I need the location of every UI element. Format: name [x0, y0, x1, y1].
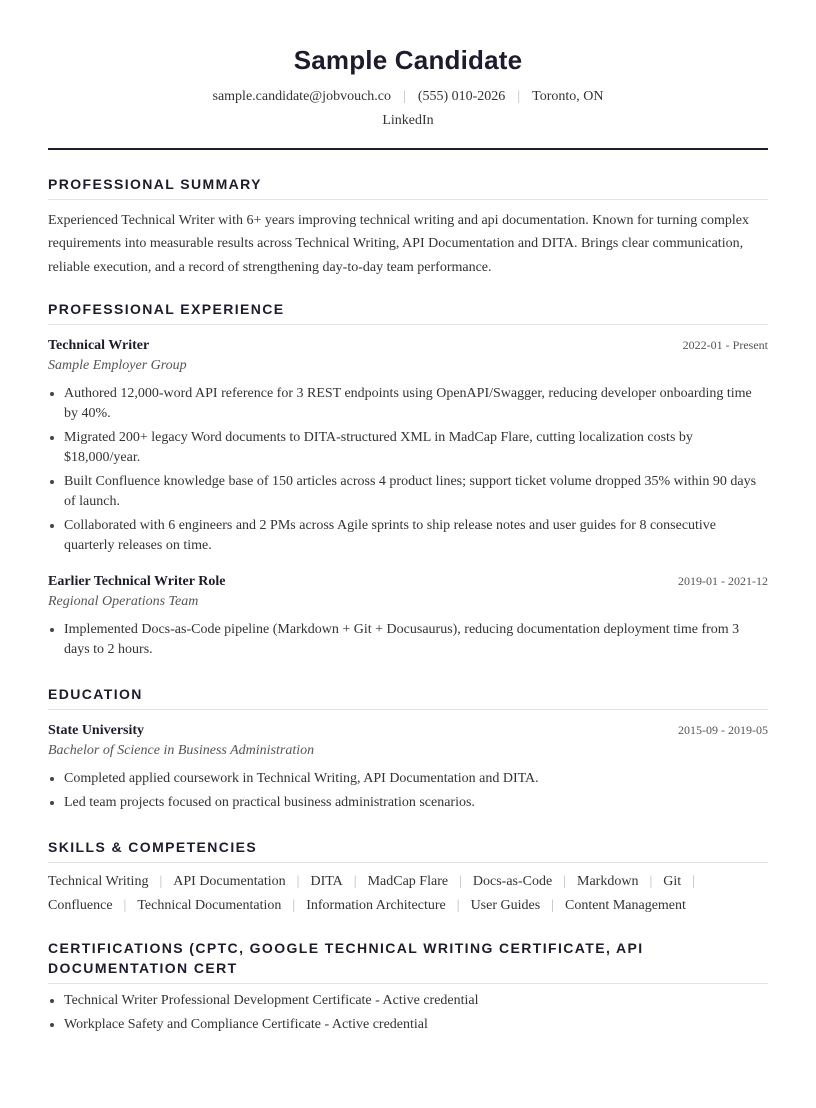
job-title: Earlier Technical Writer Role — [48, 574, 226, 589]
job-employer: Regional Operations Team — [48, 594, 199, 609]
job-entry — [48, 572, 768, 660]
bullet-item: Authored 12,000-word API reference for 3 REST endpoints using OpenAPI/Swagger, reducing developer onboarding time by 40%. — [48, 384, 768, 424]
skills-section — [48, 837, 768, 918]
skill-item: MadCap Flare — [367, 874, 449, 889]
certification-list — [48, 991, 768, 1035]
summary-line: reliable execution, and a record of strengthening day-to-day team performance. — [48, 259, 492, 275]
skill-separator: | — [563, 874, 567, 889]
skill-separator: | — [551, 898, 554, 913]
job-header — [48, 336, 768, 356]
contact-line — [48, 89, 768, 105]
skill-item: Technical Documentation — [137, 898, 282, 913]
section-title: EDUCATION — [48, 686, 143, 702]
location-text: Toronto, ON — [532, 89, 604, 104]
skill-item: DITA — [310, 874, 343, 889]
education-header — [48, 721, 768, 741]
skill-separator: | — [459, 874, 462, 889]
skill-item: Technical Writing — [48, 874, 149, 889]
summary-paragraph — [48, 209, 768, 279]
section-title: PROFESSIONAL EXPERIENCE — [48, 301, 285, 317]
section-divider — [48, 199, 768, 200]
experience-section — [48, 299, 768, 660]
skill-separator: | — [649, 874, 653, 889]
bullet-item: Collaborated with 6 engineers and 2 PMs across Agile sprints to ship release notes and user guides for 8 consecutive quarterly releases on time. — [48, 516, 768, 556]
summary-line: Experienced Technical Writer with 6+ years improving technical writing and api documentation. Known for turning complex — [48, 213, 749, 228]
job-bullets — [48, 620, 768, 660]
certification-item: Workplace Safety and Compliance Certificate - Active credential — [48, 1015, 768, 1035]
skills-list — [48, 870, 768, 918]
skill-item: Information Architecture — [306, 898, 446, 913]
section-title: CERTIFICATIONS (CPTC, GOOGLE TECHNICAL WRITING CERTIFICATE, API DOCUMENTATION CERT — [48, 940, 644, 976]
education-bullets — [48, 769, 768, 813]
job-employer: Sample Employer Group — [48, 358, 187, 373]
certifications-section — [48, 938, 768, 1035]
section-title: SKILLS & COMPETENCIES — [48, 839, 258, 855]
skill-item: API Documentation — [173, 874, 286, 889]
skill-item: User Guides — [470, 898, 541, 913]
email-text: sample.candidate@jobvouch.co — [212, 89, 391, 104]
skill-item: Docs-as-Code — [472, 874, 553, 889]
job-title: Technical Writer — [48, 338, 150, 353]
header-divider — [48, 148, 768, 150]
contact-separator: | — [403, 89, 406, 104]
education-entry — [48, 721, 768, 813]
job-dates: 2019-01 - 2021-12 — [678, 574, 768, 588]
skill-separator: | — [159, 874, 163, 889]
degree-name: Bachelor of Science in Business Administration — [48, 743, 315, 758]
bullet-item: Led team projects focused on practical business administration scenarios. — [48, 793, 768, 813]
candidate-name: Sample Candidate — [293, 45, 523, 75]
skills-row — [48, 870, 768, 894]
job-bullets — [48, 384, 768, 556]
skill-separator: | — [296, 874, 300, 889]
section-divider — [48, 324, 768, 325]
skill-item: Confluence — [48, 898, 113, 913]
bullet-item: Migrated 200+ legacy Word documents to DITA-structured XML in MadCap Flare, cutting localization costs by $18,000/year. — [48, 428, 768, 468]
phone-text: (555) 010-2026 — [417, 89, 506, 104]
section-divider — [48, 709, 768, 710]
job-entry — [48, 336, 768, 556]
bullet-item: Completed applied coursework in Technical Writing, API Documentation and DITA. — [48, 769, 768, 789]
certification-item: Technical Writer Professional Development Certificate - Active credential — [48, 991, 768, 1011]
skill-separator: | — [692, 874, 695, 889]
job-dates: 2022-01 - Present — [682, 338, 768, 352]
skill-item: Content Management — [564, 898, 686, 913]
school-name: State University — [48, 723, 145, 738]
skill-separator: | — [123, 898, 127, 913]
section-divider — [48, 862, 768, 863]
education-section — [48, 684, 768, 813]
skills-row — [48, 894, 768, 918]
skill-separator: | — [353, 874, 357, 889]
skill-item: Markdown — [577, 874, 639, 889]
skill-separator: | — [292, 898, 296, 913]
skill-separator: | — [456, 898, 460, 913]
bullet-item: Implemented Docs-as-Code pipeline (Markdown + Git + Docusaurus), reducing documentation deployment time from 3 days to 2 hours. — [48, 620, 768, 660]
skill-item: Git — [663, 874, 682, 889]
summary-line: requirements into measurable results across Technical Writing, API Documentation and DITA. Brings clear communication, — [48, 236, 744, 252]
linkedin-line — [48, 113, 768, 129]
contact-separator: | — [517, 89, 521, 104]
education-dates: 2015-09 - 2019-05 — [678, 723, 768, 737]
bullet-item: Built Confluence knowledge base of 150 articles across 4 product lines; support ticket volume dropped 35% within 90 days of launch. — [48, 472, 768, 512]
job-header — [48, 572, 768, 592]
section-title: PROFESSIONAL SUMMARY — [48, 176, 262, 192]
section-divider — [48, 983, 768, 984]
linkedin-link[interactable]: LinkedIn — [382, 113, 434, 128]
summary-section — [48, 174, 768, 279]
